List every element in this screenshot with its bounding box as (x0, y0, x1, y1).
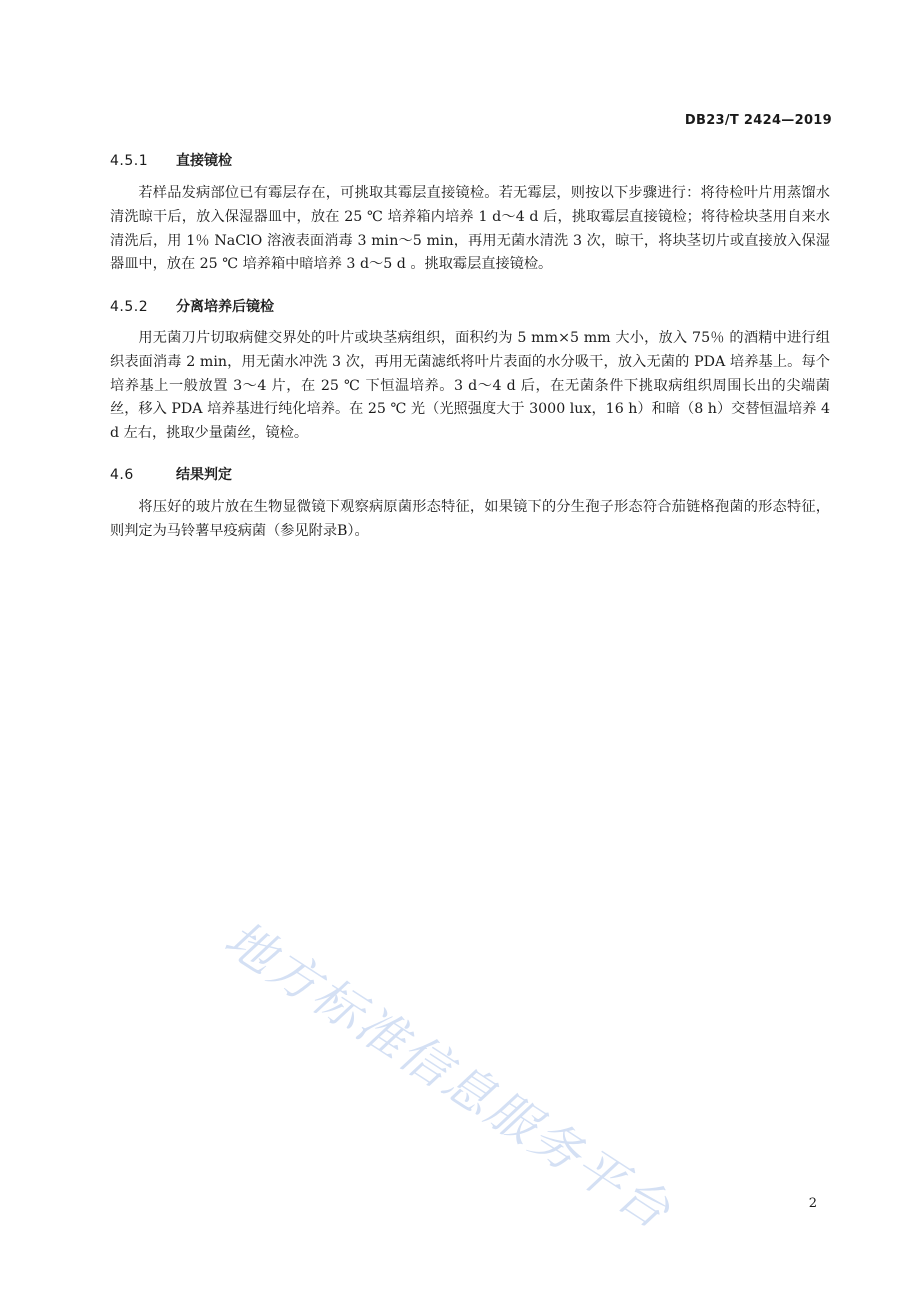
watermark: 地方标准信息服务平台 (214, 910, 682, 1242)
page-number: 2 (808, 1196, 817, 1211)
document-code: DB23/T 2424—2019 (684, 113, 832, 128)
section-paragraph-4-5-2: 用无菌刀片切取病健交界处的叶片或块茎病组织，面积约为 5 mm×5 mm 大小，放入 75％ 的酒精中进行组织表面消毒 2 min，用无菌水冲洗 3 次，再用无菌滤纸将叶片表面的水分吸干，放入无菌的 PDA 培养基上。每个培养基上一般放置 3～4 片，在 25 ℃ 下恒温培养。3 d～4 d 后，在无菌条件下挑取病组织周围长出的尖端菌丝，移入 PDA 培养基进行纯化培养。在 25 ℃ 光（光照强度大于 3000 lux，16 h）和暗（8 h）交替恒温培养 4 d 左右，挑取少量菌丝，镜检。 (110, 330, 830, 442)
section-title: 直接镜检 (176, 153, 232, 169)
section-number: 4.6 (110, 467, 134, 483)
section-number: 4.5.2 (110, 299, 149, 315)
section-number: 4.5.1 (110, 153, 149, 169)
section-title: 结果判定 (176, 467, 232, 483)
section-heading-4-6 (110, 464, 232, 484)
section-heading-4-5-2 (110, 296, 274, 316)
section-title: 分离培养后镜检 (176, 299, 274, 315)
section-paragraph-4-6: 将压好的玻片放在生物显微镜下观察病原菌形态特征，如果镜下的分生孢子形态符合茄链格孢菌的形态特征，则判定为马铃薯早疫病菌（参见附录B）。 (110, 499, 830, 539)
section-paragraph-4-5-1: 若样品发病部位已有霉层存在，可挑取其霉层直接镜检。若无霉层，则按以下步骤进行：将待检叶片用蒸馏水清洗晾干后，放入保湿器皿中，放在 25 ℃ 培养箱内培养 1 d～4 d 后，挑取霉层直接镜检；将待检块茎用自来水清洗后，用 1％ NaClO 溶液表面消毒 3 min～5 min，再用无菌水清洗 3 次，晾干，将块茎切片或直接放入保湿器皿中，放在 25 ℃ 培养箱中暗培养 3 d～5 d 。挑取霉层直接镜检。 (110, 185, 830, 273)
section-heading-4-5-1 (110, 150, 232, 170)
